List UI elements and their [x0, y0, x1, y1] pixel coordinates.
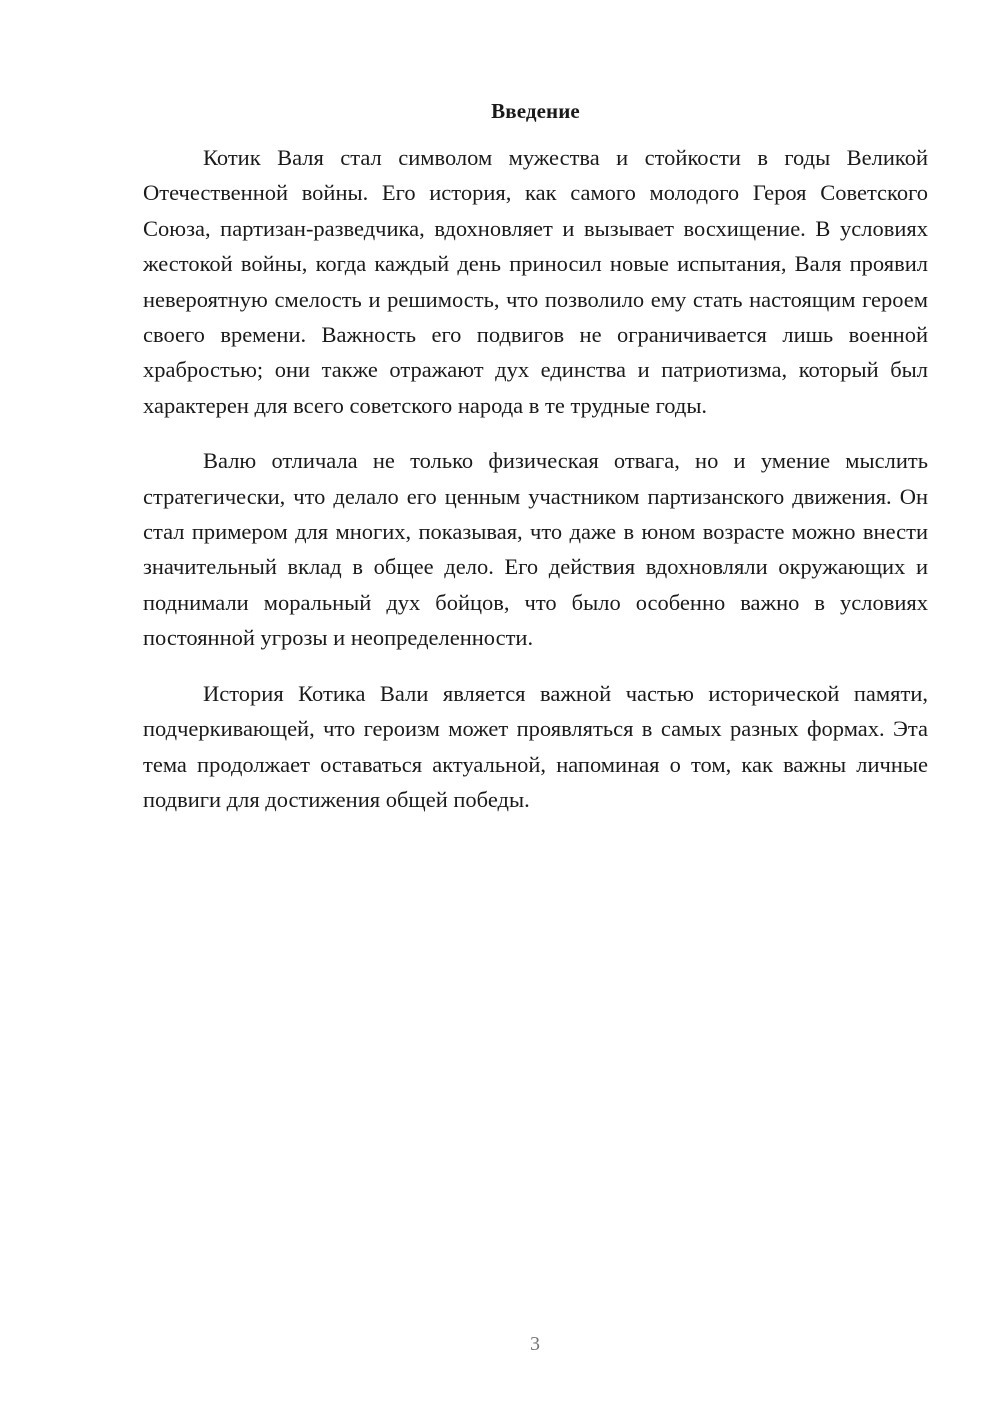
paragraph-2: Валю отличала не только физическая отвага, но и умение мыслить стратегически, что делало его ценным участником партизанского движения. Он стал примером для многих, показывая, что даже в юном возрасте можно внести значительный вклад в общее дело. Его действия вдохновляли окружающих и поднимали моральный дух бойцов, что было особенно важно в условиях постоянной угрозы и неопределенности. [143, 448, 928, 651]
page-number: 3 [530, 1333, 540, 1355]
paragraph-3: История Котика Вали является важной частью исторической памяти, подчеркивающей, что героизм может проявляться в самых разных формах. Эта тема продолжает оставаться актуальной, напоминая о том, как важны личные подвиги для достижения общей победы. [143, 680, 928, 812]
section-title: Введение [491, 99, 580, 123]
page-body [143, 96, 928, 837]
paragraph-1: Котик Валя стал символом мужества и стойкости в годы Великой Отечественной войны. Его история, как самого молодого Героя Советского Союза, партизан-разведчика, вдохновляет и вызывает восхищение. В условиях жестокой войны, когда каждый день приносил новые испытания, Валя проявил невероятную смелость и решимость, что позволило ему стать настоящим героем своего времени. Важность его подвигов не ограничивается лишь военной храбростью; они также отражают дух единства и патриотизма, который был характерен для всего советского народа в те трудные годы. [143, 145, 928, 418]
